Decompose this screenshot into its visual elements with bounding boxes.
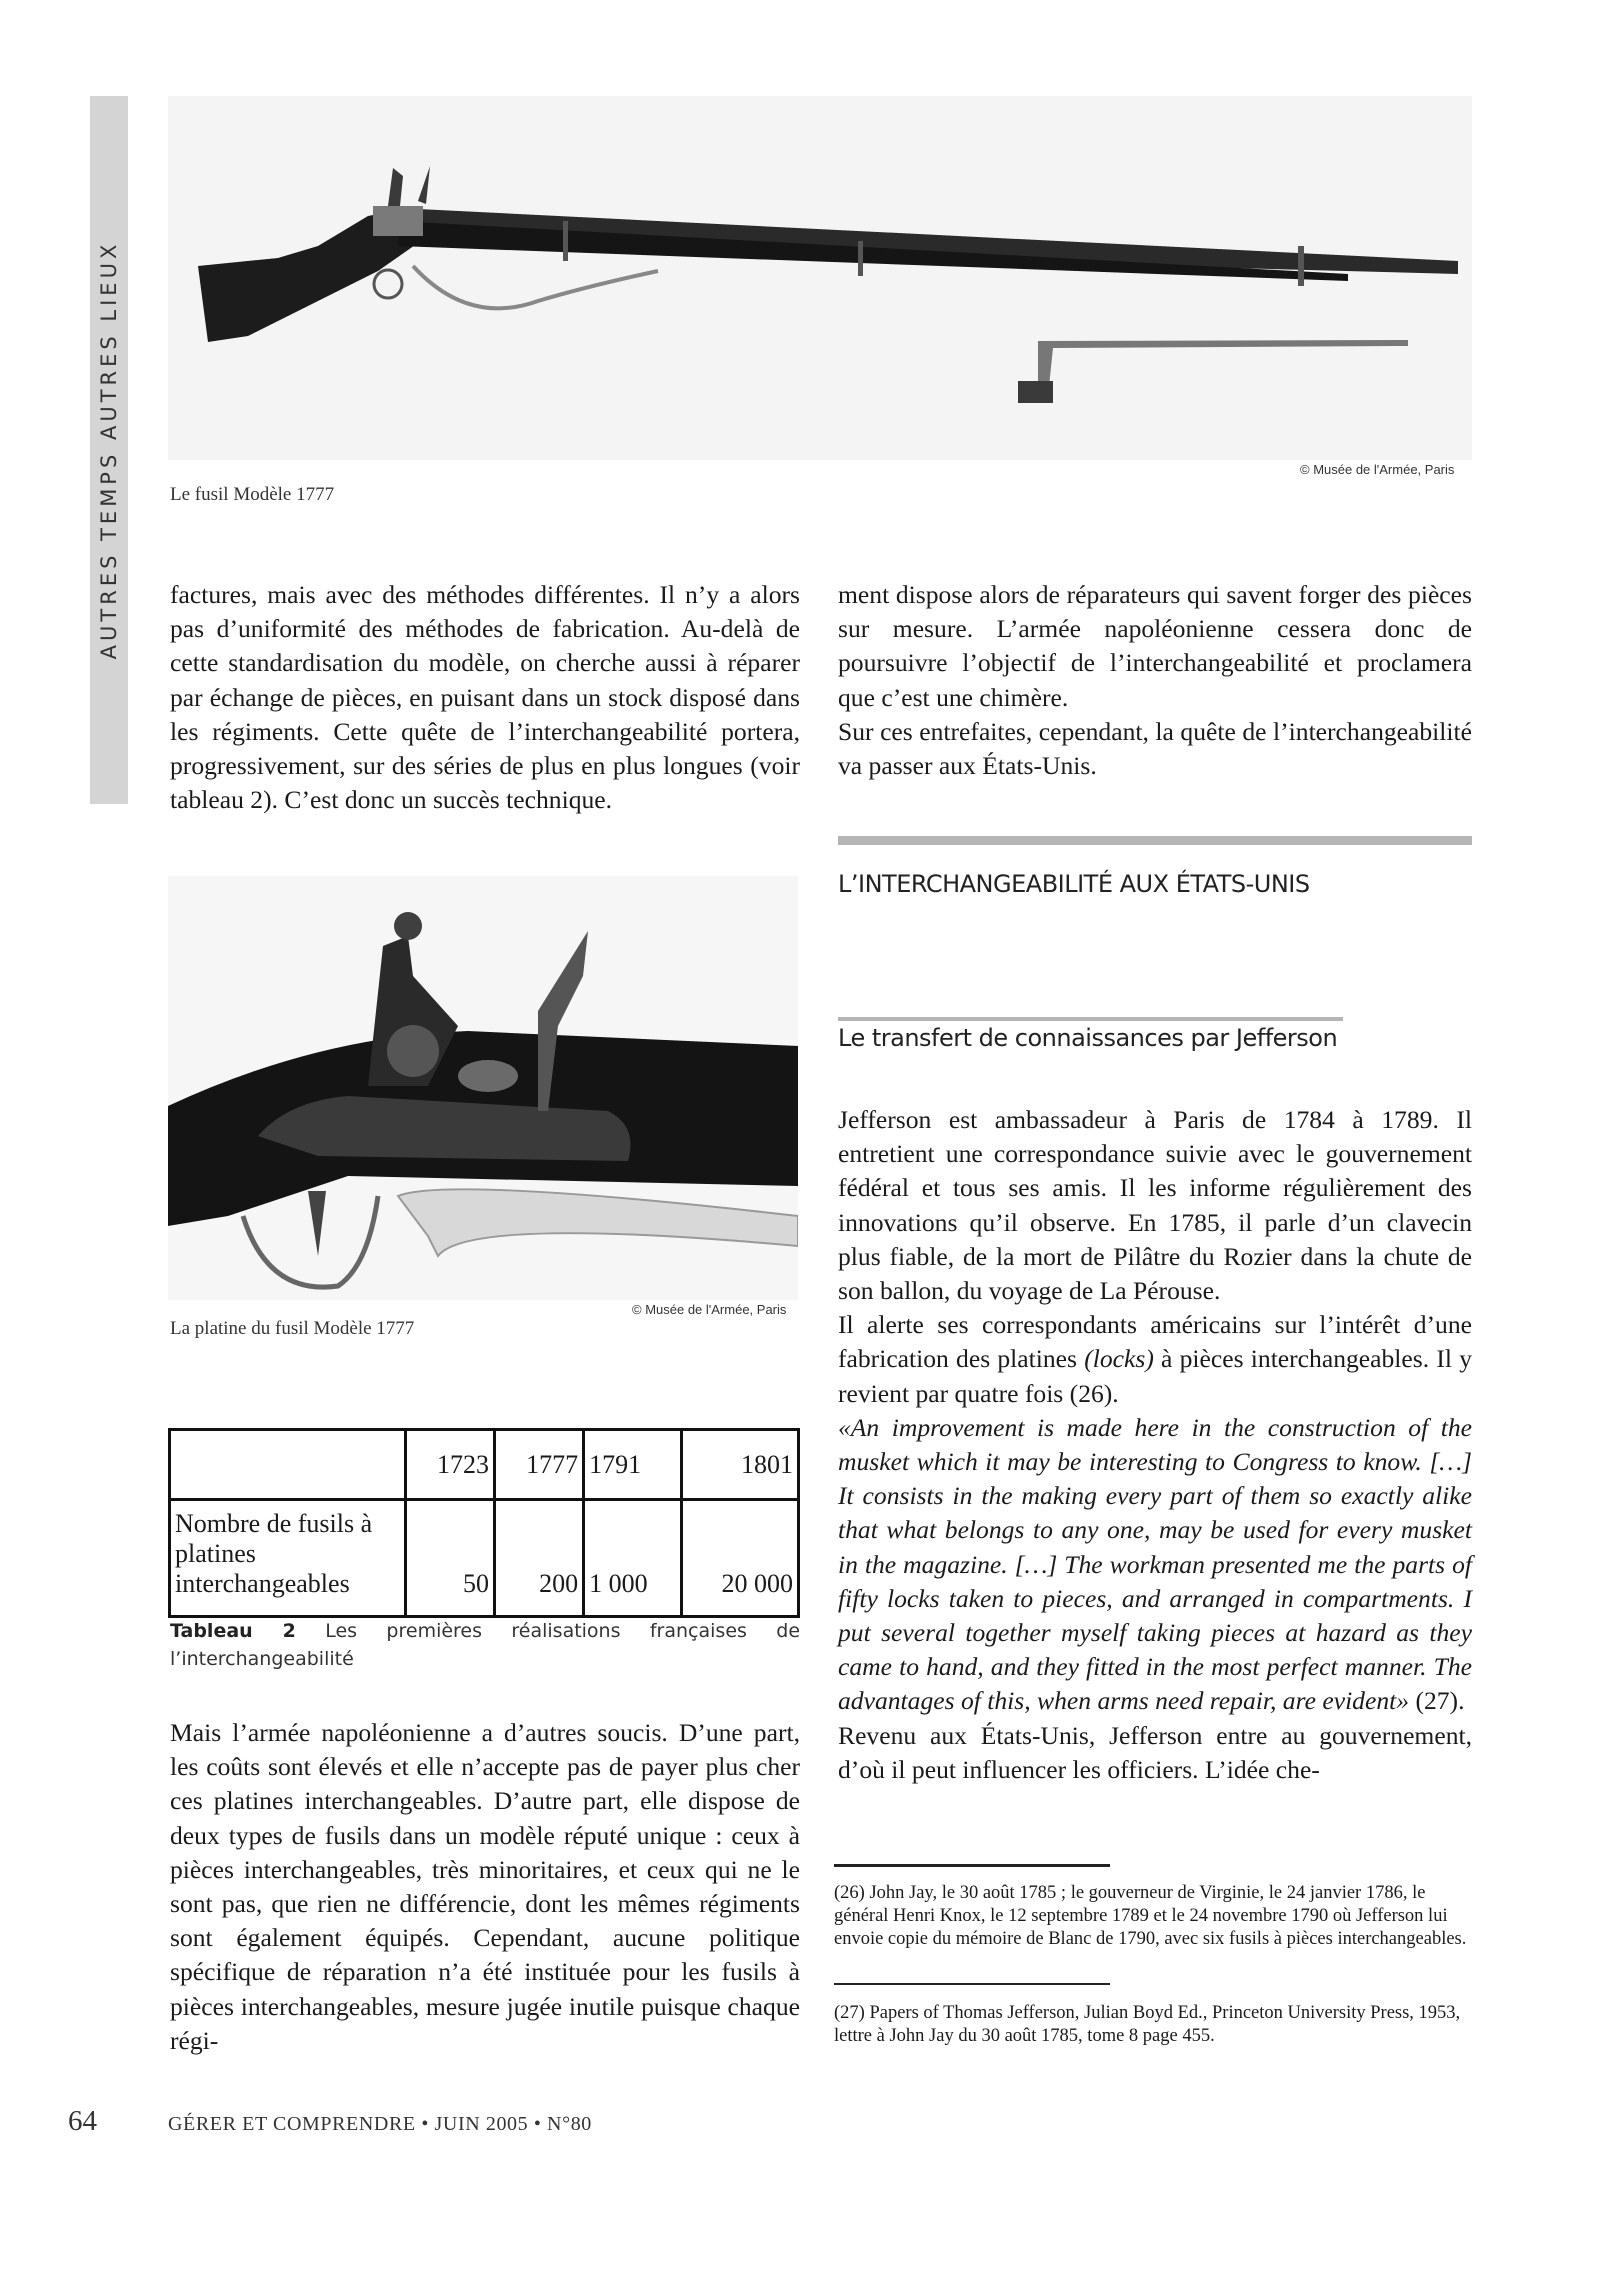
running-head-band — [90, 96, 128, 804]
section-divider — [838, 836, 1472, 845]
running-head: AUTRES TEMPS AUTRES LIEUX — [97, 240, 121, 660]
lock-photo — [168, 876, 798, 1300]
text-run: à pièces interchangeables. Il y revient par quatre fois (26). — [838, 1344, 1472, 1408]
jefferson-quote: «An improvement is made here in the construction of the musket which it may be interesting to Congress to know. […] It consists in the making every part of them so exactly alike that what belongs to any one, may be used for every musket in the magazine. […] The workman presented me the parts of fifty locks taken to pieces, and arranged in compartments. I put several together myself taking pieces at hazard as they came to hand, and they fitted in the most perfect manner. The advantages of this, when arms need repair, are evident» — [838, 1412, 1472, 1716]
footnote-27 — [834, 2002, 1474, 2048]
lock-illustration — [168, 876, 798, 1300]
footnote-26 — [834, 1882, 1474, 1951]
lock-photo-credit: © Musée de l'Armée, Paris — [632, 1302, 787, 1317]
table-caption — [170, 1617, 800, 1673]
quote-paragraph — [838, 1411, 1472, 1719]
paragraph: factures, mais avec des méthodes différentes. Il n’y a alors pas d’uniformité des méthodes de fabrication. Au-delà de cette standardisation du modèle, on cherche aussi à réparer par échange de pièces, en puisant dans un stock disposé dans les régiments. Cette quête de l’interchangeabilité portera, progressivement, sur des séries de plus en plus longues (voir tableau 2). C’est donc un succès technique. — [170, 580, 800, 815]
subsection-heading: Le transfert de connaissances par Jefferson — [838, 1024, 1338, 1052]
table-header-row — [170, 1430, 799, 1500]
table-header-cell: 1801 — [682, 1430, 799, 1500]
lock-photo-caption: La platine du fusil Modèle 1777 — [170, 1318, 415, 1339]
table-cell: 1 000 — [584, 1500, 682, 1617]
journal-footer: GÉRER ET COMPRENDRE • JUIN 2005 • N°80 — [168, 2113, 592, 2135]
musket-photo-credit: © Musée de l'Armée, Paris — [1300, 462, 1455, 477]
table-header-cell: 1777 — [495, 1430, 584, 1500]
right-column-main — [838, 1103, 1472, 1787]
table-header-cell: 1791 — [584, 1430, 682, 1500]
footnote-text: (27) Papers of Thomas Jefferson, Julian Boyd Ed., Princeton University Press, 1953, lettre à John Jay du 30 août 1785, tome 8 page 455. — [834, 2003, 1461, 2046]
table-header-cell — [170, 1430, 406, 1500]
paragraph: Jefferson est ambassadeur à Paris de 1784 à 1789. Il entretient une correspondance suivie avec le gouvernement fédéral et tous ses amis. Il les informe régulièrement des innovations qu’il observe. En 1785, il parle d’un clavecin plus fiable, de la mort de Pilâtre du Rozier dans la chute de son ballon, du voyage de La Pérouse. — [838, 1105, 1472, 1306]
paragraph — [838, 1308, 1472, 1411]
table-row — [170, 1500, 799, 1617]
footnote-ref: (27). — [1409, 1686, 1465, 1716]
footnote-divider — [834, 1983, 1110, 1985]
right-column-top — [838, 578, 1472, 783]
left-column-top — [170, 578, 800, 817]
interchangeability-table — [168, 1428, 800, 1618]
paragraph: ment dispose alors de réparateurs qui savent forger des pièces sur mesure. L’armée napoléonienne cessera donc de poursuivre l’objectif de l’interchangeabilité et proclamera que c’est une chimère. — [838, 580, 1472, 712]
paragraph: Sur ces entrefaites, cependant, la quête de l’interchangeabilité va passer aux États-Unis. — [838, 716, 1472, 781]
table-cell: 200 — [495, 1500, 584, 1617]
footnote-text: (26) John Jay, le 30 août 1785 ; le gouverneur de Virginie, le 24 janvier 1786, le général Henri Knox, le 12 septembre 1789 et le 24 novembre 1790 où Jefferson lui envoie copie du mémoire de Blanc de 1790, avec six fusils à pièces interchangeables. — [834, 1883, 1467, 1949]
musket-photo — [168, 96, 1472, 460]
paragraph: Mais l’armée napoléonienne a d’autres soucis. D’une part, les coûts sont élevés et elle n’accepte pas de payer plus cher ces platines interchangeables. D’autre part, elle dispose de deux types de fusils dans un modèle réputé unique : ceux à pièces interchangeables, très minoritaires, et ceux qui ne le sont pas, que rien ne différencie, dont les mêmes régiments sont également équipés. Cependant, aucune politique spécifique de réparation n’a été instituée pour les fusils à pièces interchangeables, mesure jugée inutile puisque chaque régi- — [170, 1718, 800, 2055]
text-run: Il alerte ses correspondants américains sur l’intérêt d’une fabrication des platines — [838, 1310, 1472, 1374]
footnote-divider — [834, 1864, 1110, 1867]
subsection-divider — [838, 1017, 1343, 1021]
italic-term: (locks) — [1084, 1344, 1154, 1374]
musket-illustration — [168, 96, 1472, 460]
table-header-cell: 1723 — [406, 1430, 495, 1500]
table-caption-text: Les premières réalisations françaises de l’interchangeabilité — [170, 1620, 801, 1670]
page-number: 64 — [68, 2105, 97, 2137]
section-heading: L’INTERCHANGEABILITÉ AUX ÉTATS-UNIS — [838, 870, 1310, 898]
table-cell: 20 000 — [682, 1500, 799, 1617]
left-column-bottom — [170, 1716, 800, 2058]
table-caption-label: Tableau 2 — [170, 1620, 296, 1642]
musket-photo-caption: Le fusil Modèle 1777 — [170, 484, 335, 505]
table-cell: 50 — [406, 1500, 495, 1617]
paragraph: Revenu aux États-Unis, Jefferson entre au gouvernement, d’où il peut influencer les officiers. L’idée che- — [838, 1720, 1472, 1784]
table-row-label: Nombre de fusils à platines interchangeables — [170, 1500, 406, 1617]
